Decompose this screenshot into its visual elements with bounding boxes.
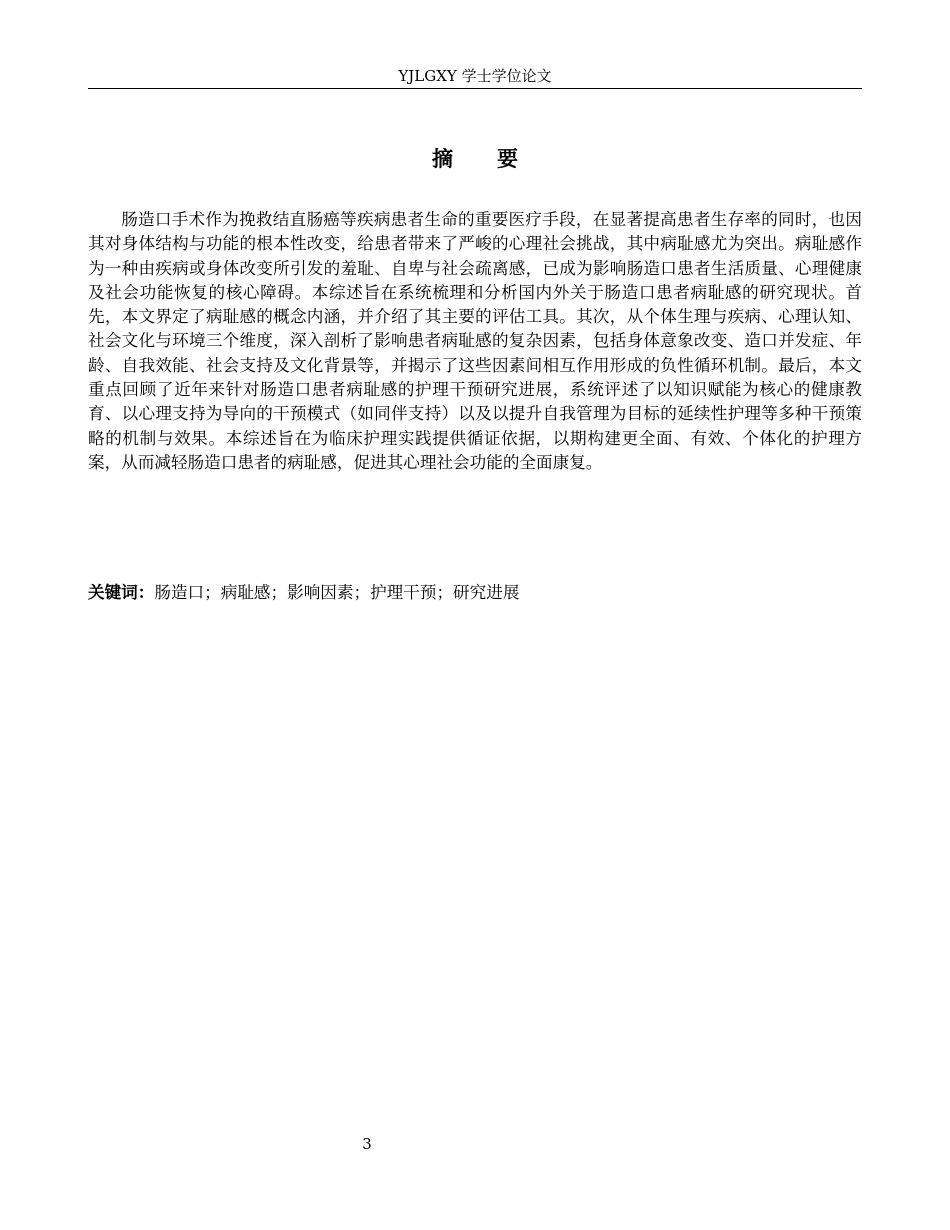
header-rule [88, 88, 862, 89]
page-number: 3 [362, 1135, 372, 1153]
keywords-label: 关键词： [88, 583, 155, 602]
abstract-title: 摘要 [432, 147, 562, 171]
keywords-text: 肠造口；病耻感；影响因素；护理干预；研究进展 [154, 583, 520, 602]
abstract-body: 肠造口手术作为挽救结直肠癌等疾病患者生命的重要医疗手段，在显著提高患者生存率的同时，也因其对身体结构与功能的根本性改变，给患者带来了严峻的心理社会挑战，其中病耻感尤为突出。病耻感作为一种由疾病或身体改变所引发的羞耻、自卑与社会疏离感，已成为影响肠造口患者生活质量、心理健康及社会功能恢复的核心障碍。本综述旨在系统梳理和分析国内外关于肠造口患者病耻感的研究现状。首先，本文界定了病耻感的概念内涵，并介绍了其主要的评估工具。其次，从个体生理与疾病、心理认知、社会文化与环境三个维度，深入剖析了影响患者病耻感的复杂因素，包括身体意象改变、造口并发症、年龄、自我效能、社会支持及文化背景等，并揭示了这些因素间相互作用形成的负性循环机制。最后，本文重点回顾了近年来针对肠造口患者病耻感的护理干预研究进展，系统评述了以知识赋能为核心的健康教育、以心理支持为导向的干预模式（如同伴支持）以及以提升自我管理为目标的延续性护理等多种干预策略的机制与效果。本综述旨在为临床护理实践提供循证依据，以期构建更全面、有效、个体化的护理方案，从而减轻肠造口患者的病耻感，促进其心理社会功能的全面康复。 [88, 210, 862, 472]
keywords-line [88, 581, 862, 605]
running-header: YJLGXY 学士学位论文 [398, 67, 552, 85]
